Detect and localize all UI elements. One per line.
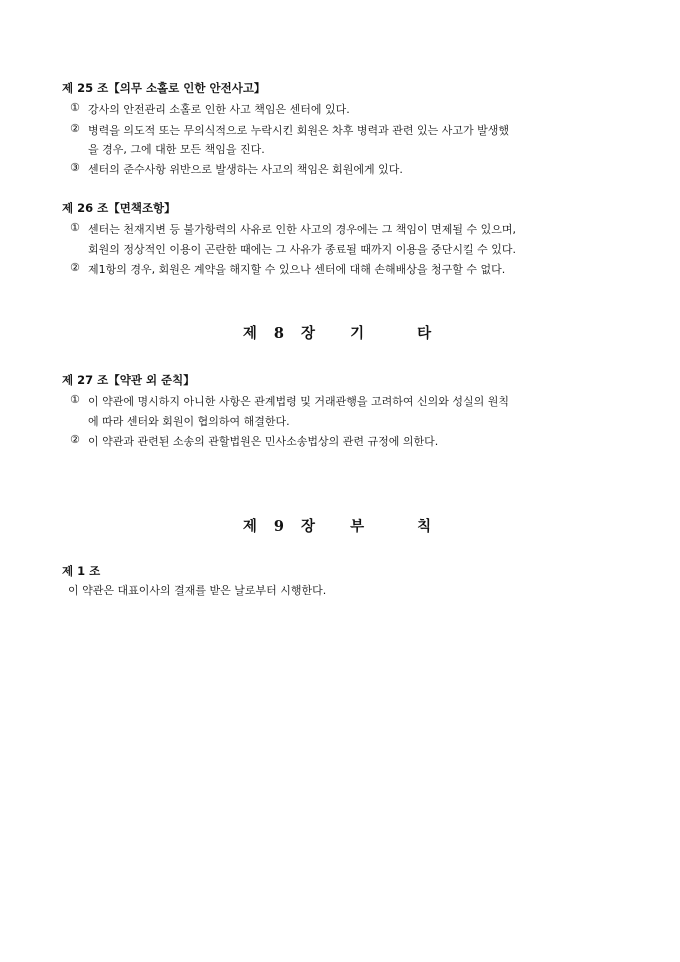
chapter-title-char: 부 (350, 518, 371, 535)
article-25-clause-2 (70, 122, 509, 138)
article-27-clause-1 (70, 393, 509, 409)
clause-text: 제1항의 경우, 회원은 계약을 해지할 수 있으나 센터에 대해 손해배상을 청구할 수 없다. (88, 263, 506, 276)
article-27-title: 제 27 조【약관 외 준칙】 (62, 373, 195, 387)
clause-number: ② (70, 122, 80, 135)
clause-text: 강사의 안전관리 소홀로 인한 사고 책임은 센터에 있다. (88, 103, 350, 116)
chapter-title-char: 타 (417, 325, 438, 342)
chapter-number: 제 9 장 (242, 518, 322, 535)
chapter-9-heading (0, 515, 680, 536)
article-26-clause-1-continued: 회원의 정상적인 이용이 곤란한 때에는 그 사유가 종료될 때까지 이용을 중단시킬 수 있다. (88, 243, 516, 256)
clause-number: ② (70, 261, 80, 274)
article-25-clause-3 (70, 161, 403, 177)
clause-number: ③ (70, 161, 80, 174)
chapter-title-char: 칙 (417, 518, 438, 535)
article-26-clause-1 (70, 221, 516, 237)
clause-text: 이 약관과 관련된 소송의 관할법원은 민사소송법상의 관련 규정에 의한다. (88, 435, 439, 448)
clause-text: 병력을 의도적 또는 무의식적으로 누락시킨 회원은 차후 병력과 관련 있는 사고가 발생했 (88, 124, 509, 137)
clause-number: ① (70, 221, 80, 234)
article-27-clause-1-continued: 에 따라 센터와 회원이 협의하여 해결한다. (88, 415, 290, 428)
article-25-title: 제 25 조【의무 소홀로 인한 안전사고】 (62, 81, 266, 95)
chapter-title-char: 기 (350, 325, 371, 342)
article-25-clause-1 (70, 101, 350, 117)
clause-text: 이 약관에 명시하지 아니한 사항은 관계법령 및 거래관행을 고려하여 신의와 성실의 원칙 (88, 395, 509, 408)
supplementary-article-1-title: 제 1 조 (62, 564, 101, 578)
clause-number: ② (70, 433, 80, 446)
chapter-number: 제 8 장 (242, 325, 322, 342)
article-27-clause-2 (70, 433, 438, 449)
clause-number: ① (70, 101, 80, 114)
clause-text: 센터의 준수사항 위반으로 발생하는 사고의 책임은 회원에게 있다. (88, 163, 403, 176)
chapter-8-heading (0, 322, 680, 343)
clause-text: 센터는 천재지변 등 불가항력의 사유로 인한 사고의 경우에는 그 책임이 면제될 수 있으며, (88, 223, 516, 236)
article-26-title: 제 26 조【면책조항】 (62, 201, 176, 215)
supplementary-article-1-text: 이 약관은 대표이사의 결재를 받은 날로부터 시행한다. (68, 584, 327, 597)
article-26-clause-2 (70, 261, 505, 277)
clause-number: ① (70, 393, 80, 406)
article-25-clause-2-continued: 을 경우, 그에 대한 모든 책임을 진다. (88, 143, 265, 156)
